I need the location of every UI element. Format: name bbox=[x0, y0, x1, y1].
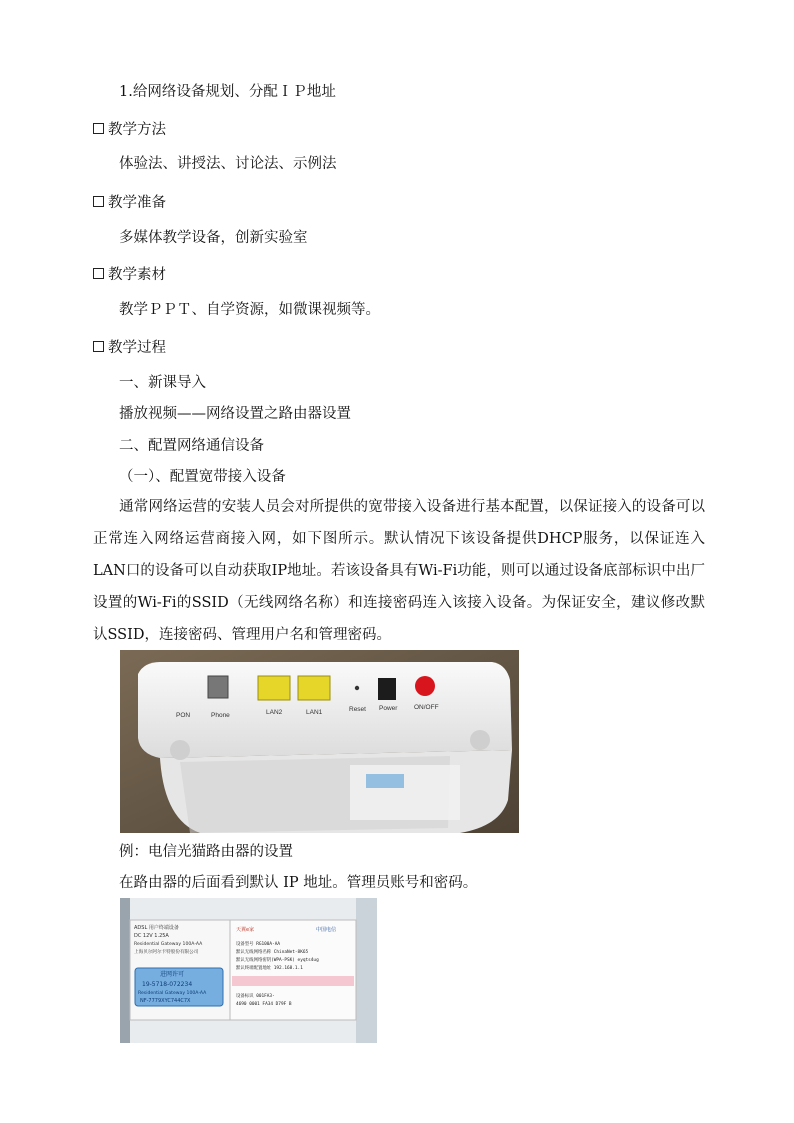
section-heading-material bbox=[93, 265, 166, 285]
label-right-brand-tianyi: 天翼e家 bbox=[236, 927, 255, 933]
section-heading-prep bbox=[93, 193, 166, 213]
label-right-brand-telecom: 中国电信 bbox=[316, 927, 337, 933]
section-heading-method bbox=[93, 120, 166, 140]
label-right-line-4: 默认终端配置地址 192.168.1.1 bbox=[236, 966, 303, 971]
heading-text: 教学准备 bbox=[108, 195, 166, 211]
port-label-phone: Phone bbox=[211, 712, 230, 719]
heading-text: 教学过程 bbox=[108, 340, 166, 356]
label-right-line-6: 4690 0001 FA34 D79F B bbox=[236, 1002, 292, 1007]
checkbox-icon bbox=[93, 341, 104, 352]
port-label-pon: PON bbox=[176, 712, 191, 719]
label-left-model: Residential Gateway 100A-AA bbox=[134, 942, 203, 947]
process-line-3: 二、配置网络通信设备 bbox=[119, 438, 264, 454]
label-left-spec: DC 12V 1.25A bbox=[134, 933, 169, 939]
label-right-line-1: 设备型号 RG100A-AA bbox=[236, 942, 280, 947]
port-label-onoff: ON/OFF bbox=[414, 704, 439, 711]
process-line-1: 一、新课导入 bbox=[119, 375, 206, 391]
body-paragraph bbox=[93, 491, 705, 651]
license-model: Residential Gateway 100A-AA bbox=[138, 991, 207, 996]
process-line-4: （一）、配置宽带接入设备 bbox=[119, 469, 286, 485]
label-left-brand: ADSL 用户终端设备 bbox=[134, 925, 179, 931]
heading-text: 教学方法 bbox=[108, 122, 166, 138]
prep-body: 多媒体教学设备，创新实验室 bbox=[119, 230, 308, 246]
license-title: 进网许可 bbox=[160, 971, 185, 978]
port-label-reset: Reset bbox=[349, 706, 366, 713]
license-code: NF-7779XYC744C7X bbox=[140, 998, 191, 1004]
label-left-company: 上海贝尔阿尔卡特股份有限公司 bbox=[134, 950, 199, 955]
paragraph-text: 通常网络运营的安装人员会对所提供的宽带接入设备进行基本配置，以保证接入的设备可以正常连入网络运营商接入网，如下图所示。默认情况下该设备提供DHCP服务，以保证连入LAN口的设备可以自动获取IP地址。若该设备具有Wi-Fi功能，则可以通过设备底部标识中出厂设置的Wi-Fi的SSID（无线网络名称）和连接密码连入该接入设备。为保证安全，建议修改默认SSID，连接密码、管理用户名和管理密码。 bbox=[93, 499, 705, 643]
license-number: 19-5718-072234 bbox=[142, 981, 193, 988]
port-label-power: Power bbox=[379, 705, 398, 712]
router-label-graphic bbox=[120, 898, 377, 1043]
port-label-lan2: LAN2 bbox=[266, 709, 283, 716]
port-label-lan1: LAN1 bbox=[306, 709, 323, 716]
caption-1: 例：电信光猫路由器的设置 bbox=[119, 844, 293, 860]
heading-text: 教学素材 bbox=[108, 267, 166, 283]
process-line-2: 播放视频——网络设置之路由器设置 bbox=[119, 406, 351, 422]
top-item: 1.给网络设备规划、分配ＩＰ地址 bbox=[119, 84, 336, 100]
router-photo bbox=[120, 650, 519, 833]
label-right-line-2: 默认无线网络名称 ChinaNet-8K65 bbox=[236, 950, 309, 955]
router-photo-graphic bbox=[120, 650, 519, 833]
router-label-photo bbox=[120, 898, 377, 1043]
label-right-line-5: 设备标识 001FA3- bbox=[236, 994, 275, 999]
section-heading-process bbox=[93, 338, 166, 358]
material-body: 教学ＰＰＴ、自学资源，如微课视频等。 bbox=[119, 302, 380, 318]
checkbox-icon bbox=[93, 196, 104, 207]
checkbox-icon bbox=[93, 268, 104, 279]
method-body: 体验法、讲授法、讨论法、示例法 bbox=[119, 156, 337, 172]
caption-2: 在路由器的后面看到默认 IP 地址。管理员账号和密码。 bbox=[119, 875, 478, 891]
checkbox-icon bbox=[93, 123, 104, 134]
label-right-line-3: 默认无线网络密钥(WPA-PSK) eyqts4ug bbox=[236, 958, 319, 963]
